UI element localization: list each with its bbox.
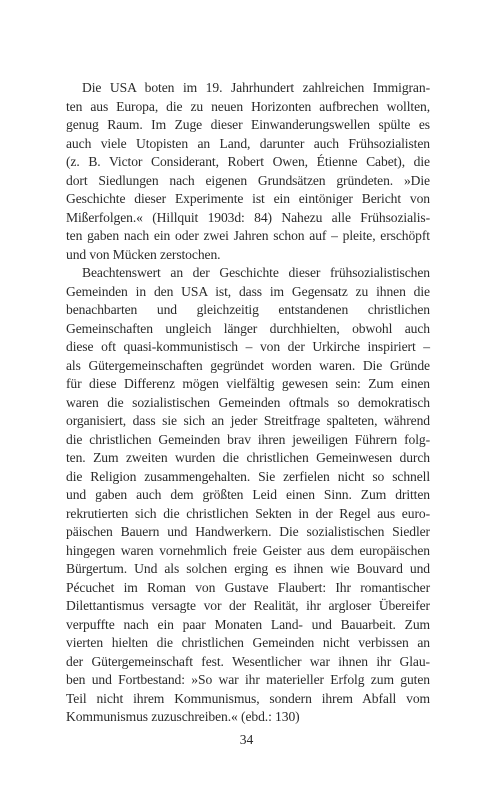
text-line: und gaben auch dem größten Leid einen Sinn. Zum dritten [66,487,430,502]
text-line: und von Mücken zerstochen. [66,246,221,262]
text-line: Gemeinschaften ungleich länger durchhielten, obwohl auch [66,320,430,336]
text-line: diese oft quasi-kommunistisch – von der Urkirche inspiriert – [66,339,430,354]
text-line: päischen Bauern und Handwerkern. Die sozialistischen Siedler [66,524,430,539]
body-text [66,79,430,727]
text-line: ten aus Europa, die zu neuen Horizonten aufbrechen wollten, [66,98,430,114]
text-line: ten gaben nach ein oder zwei Jahren schon auf – pleite, erschöpft [66,228,430,243]
text-line: dort Siedlungen nach eigenen Grundsätzen gründeten. »Die [66,172,430,188]
text-line: verpuffte nach ein paar Monaten Land- und Bauarbeit. Zum [66,616,430,632]
text-line: hingegen waren vornehmlich freie Geister aus dem europäischen [66,542,430,558]
text-line: Die USA boten im 19. Jahrhundert zahlreichen Immigran- [82,80,430,95]
text-line: vierten hielten die christlichen Gemeinden nicht verbissen an [66,635,430,650]
text-line: rekrutierten sich die christlichen Sekten in der Regel aus euro- [66,505,430,521]
text-line: ben und Fortbestand: »So war ihr materieller Erfolg zum guten [66,672,430,687]
text-line: Dilettantismus versagte vor der Realität, ihr argloser Übereifer [66,598,430,613]
text-line: als Gütergemeinschaften gegründet worden waren. Die Gründe [66,357,430,373]
text-line: benachbarten und gleichzeitig entstandenen christlichen [66,302,430,317]
text-line: Geschichte dieser Experimente ist ein eintöniger Bericht von [66,191,430,206]
text-line: Teil nicht ihrem Kommunismus, sondern ihrem Abfall vom [66,690,430,706]
text-line: die christlichen Gemeinden brav ihren jeweiligen Führern folg- [66,431,430,447]
text-line: auch viele Utopisten an Land, darunter auch Frühsozialisten [66,135,430,151]
text-line: waren die sozialistischen Gemeinden oftmals so demokratisch [66,394,430,410]
page-number: 34 [239,732,254,747]
text-line: genug Raum. Im Zuge dieser Einwanderungswellen spülte es [66,117,430,132]
text-line: Beachtenswert an der Geschichte dieser frühsozialistischen [82,265,430,280]
text-line: Bürgertum. Und als solchen erging es ihnen wie Bouvard und [66,561,430,576]
text-line: der Gütergemeinschaft fest. Wesentlicher war ihnen ihr Glau- [66,653,430,669]
text-line: die Religion zusammengehalten. Sie zerfielen nicht so schnell [66,468,430,484]
text-line: (z. B. Victor Considerant, Robert Owen, Étienne Cabet), die [66,154,430,169]
text-line: Pécuchet im Roman von Gustave Flaubert: Ihr romantischer [66,579,430,595]
text-line: ten. Zum zweiten wurden die christlichen Gemeinwesen durch [66,450,430,465]
text-line: Kommunismus zuzuschreiben.« (ebd.: 130) [66,709,300,724]
text-line: für diese Differenz mögen vielfältig gewesen sein: Zum einen [66,376,430,391]
text-line: Gemeinden in den USA ist, dass im Gegensatz zu ihnen die [66,283,430,299]
text-line: Mißerfolgen.« (Hillquit 1903d: 84) Nahezu alle Frühsozialis- [66,209,430,225]
text-line: organisiert, dass sie sich an jeder Streitfrage spalteten, während [66,413,430,428]
